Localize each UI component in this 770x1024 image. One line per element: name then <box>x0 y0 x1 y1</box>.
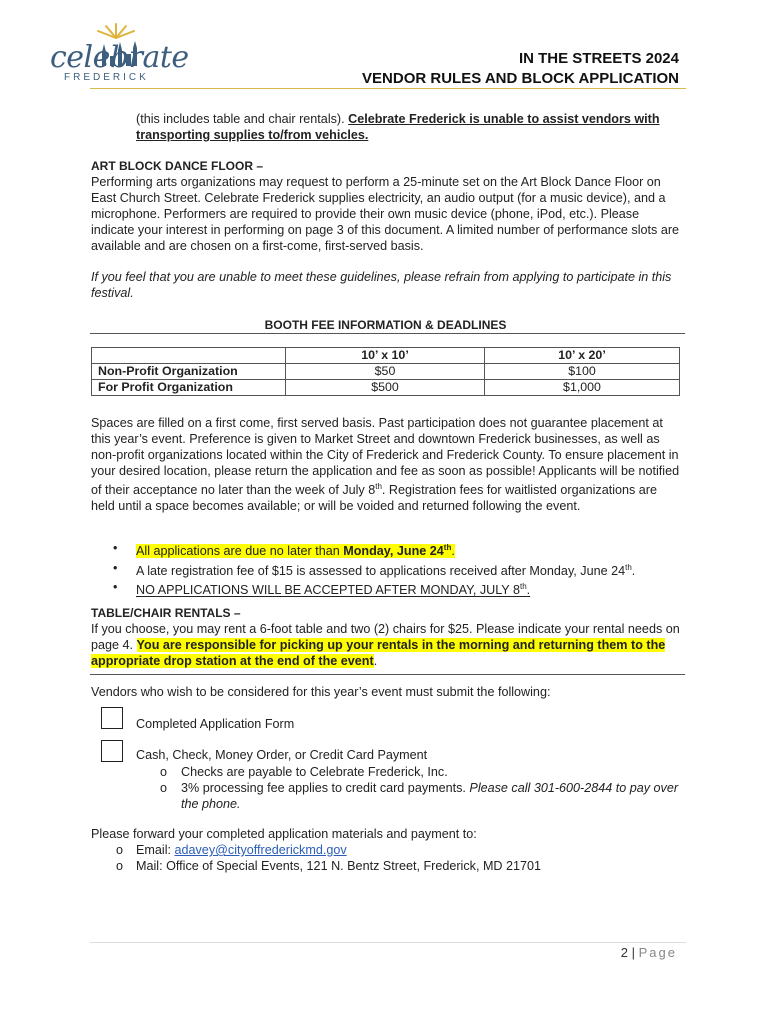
application-form-checkbox[interactable] <box>101 707 123 729</box>
deadline-end: . <box>451 544 455 559</box>
list-item <box>111 579 691 599</box>
rentals-heading: TABLE/CHAIR RENTALS – <box>91 606 241 620</box>
email-label: Email: <box>136 843 175 857</box>
spaces-paragraph <box>91 415 683 514</box>
payment-checkbox[interactable] <box>101 740 123 762</box>
table-row <box>92 380 680 396</box>
deadline-end: . <box>526 583 531 598</box>
checklist-item-application: Completed Application Form <box>136 717 295 731</box>
spaces-text-a: Spaces are filled on a first come, first served basis. Past participation does not guarantee placement at this year’s event. Preference is given to Market Street and downtown Frederick businesses, as well as non-profit organizations located within the City of Frederick and Frederick County. To ensure placement in your desired location, please return the application and fee as soon as possible! Applicants will be notified of their acceptance no later than the week of July 8 <box>91 416 680 498</box>
page-number <box>621 945 677 960</box>
intro-bold-note: Celebrate Frederick is unable to assist vendors with transporting supplies to/from vehicles. <box>136 112 660 142</box>
table-cell-org: Non-Profit Organization <box>92 364 286 380</box>
celebrate-frederick-logo <box>48 18 189 86</box>
intro-paragraph <box>136 111 681 143</box>
subitem-text: Checks are payable to Celebrate Frederick, Inc. <box>181 765 448 779</box>
submit-intro: Vendors who wish to be considered for this year’s event must submit the following: <box>91 685 551 699</box>
subitem-text-wrap <box>181 780 681 812</box>
booth-section-divider <box>90 333 685 334</box>
rentals-text: If you choose, you may rent a 6-foot table and two (2) chairs for $25. Please indicate your rental needs on page 4. <box>91 622 680 652</box>
page-number-value: 2 <box>620 945 629 960</box>
table-cell-fee: $50 <box>286 364 485 380</box>
deadline-text: A late registration fee of $15 is assessed to applications received after Monday, June 24 <box>136 563 626 578</box>
footer-divider <box>90 942 686 943</box>
email-line <box>136 842 347 858</box>
table-cell-fee: $1,000 <box>485 380 680 396</box>
deadline-date: Monday, June 24 <box>343 544 444 559</box>
subitem-marker: o <box>160 781 168 795</box>
header-divider <box>90 88 686 89</box>
forward-intro: Please forward your completed application materials and payment to: <box>91 827 477 841</box>
subitem-marker: o <box>160 765 168 779</box>
deadline-sup: th <box>625 562 632 572</box>
logo-sub-text: FREDERICK <box>64 72 149 83</box>
list-marker: o <box>116 859 124 873</box>
table-header-cell: 10’ x 20’ <box>485 348 680 364</box>
list-item <box>111 540 691 560</box>
deadline-text: NO APPLICATIONS WILL BE ACCEPTED AFTER MONDAY, JULY 8 <box>136 583 520 598</box>
checklist-item-payment: Cash, Check, Money Order, or Credit Card Payment <box>136 748 428 762</box>
table-cell-org: For Profit Organization <box>92 380 286 396</box>
table-row <box>92 364 680 380</box>
subitem-text: 3% processing fee applies to credit card payments. <box>181 781 470 795</box>
art-block-heading: ART BLOCK DANCE FLOOR – <box>91 159 263 173</box>
rentals-divider <box>90 674 685 675</box>
booth-fee-table <box>91 347 680 396</box>
subitem-phone-note: Please call 301-600-2844 to pay over the phone. <box>181 781 679 811</box>
booth-fee-heading: BOOTH FEE INFORMATION & DEADLINES <box>264 318 507 332</box>
page-label: Page <box>638 945 677 960</box>
rentals-highlight: You are responsible for picking up your rentals in the morning and returning them to the appropriate drop station at the end of the event <box>91 638 666 668</box>
intro-text: (this includes table and chair rentals). <box>136 112 349 126</box>
table-header-cell: 10’ x 10’ <box>286 348 485 364</box>
page-number-sep: | <box>628 945 639 960</box>
deadline-text: All applications are due no later than <box>136 544 344 559</box>
rentals-paragraph <box>91 621 683 669</box>
table-cell-fee: $500 <box>286 380 485 396</box>
table-cell-fee: $100 <box>485 364 680 380</box>
deadline-sup: th <box>519 582 527 592</box>
rentals-end: . <box>373 654 378 668</box>
spaces-sup: th <box>375 482 382 491</box>
spaces-text-b: . Registration fees for waitlisted organizations are held until a space becomes available; or will be voided and returned following the event. <box>91 483 658 514</box>
document-subtitle: VENDOR RULES AND BLOCK APPLICATION <box>362 70 679 87</box>
document-title: IN THE STREETS 2024 <box>518 50 679 67</box>
logo-script-text: celebrate <box>50 40 189 75</box>
email-link[interactable]: adavey@cityoffrederickmd.gov <box>174 843 347 857</box>
sunburst-icon <box>86 20 146 40</box>
deadline-end: . <box>631 563 636 578</box>
table-header-cell <box>92 348 286 364</box>
deadline-list <box>111 540 691 599</box>
list-item <box>111 560 691 580</box>
art-block-body: Performing arts organizations may request to perform a 25-minute set on the Art Block Dance Floor on East Church Street. Celebrate Frederick supplies electricity, an audio output (for a music device), and a microphone. Performers are required to provide their own music device (phone, iPod, etc.). Please indicate your interest in performing on page 3 of this document. A limited number of performance slots are available and are chosen on a first-come, first-served basis. <box>91 175 680 253</box>
mail-address: Mail: Office of Special Events, 121 N. Bentz Street, Frederick, MD 21701 <box>136 859 542 873</box>
deadline-sup: th <box>443 543 452 552</box>
table-header-row <box>92 348 680 364</box>
guidelines-note: If you feel that you are unable to meet these guidelines, please refrain from applying to participate in this festival. <box>91 270 672 300</box>
list-marker: o <box>116 843 124 857</box>
